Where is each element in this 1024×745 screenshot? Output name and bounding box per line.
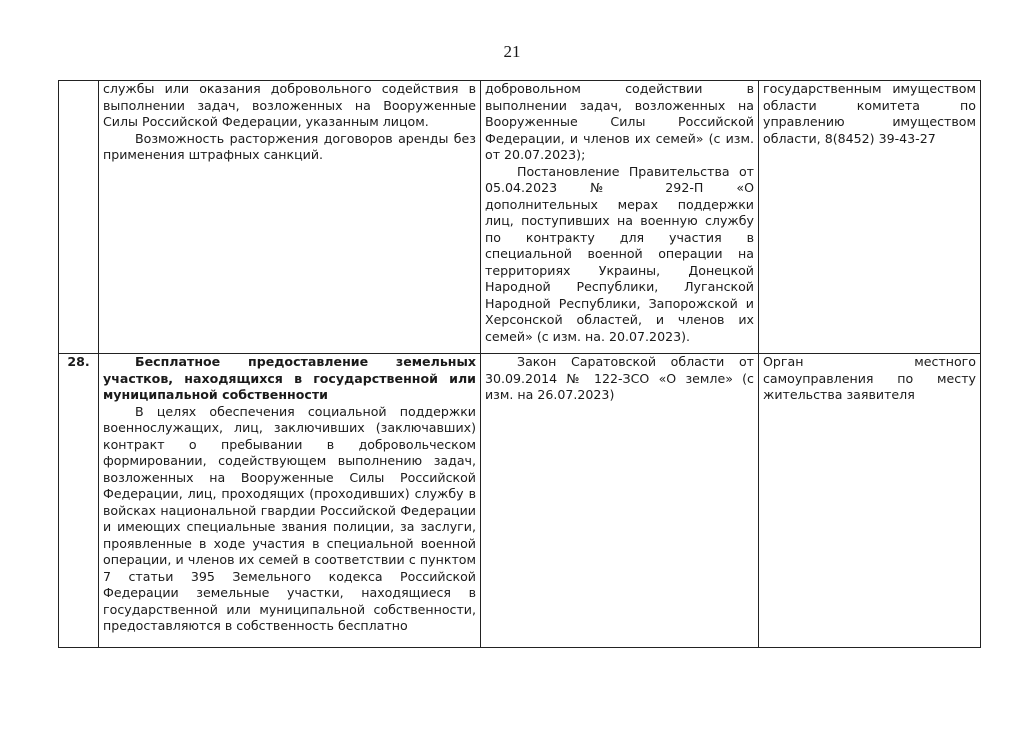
row-number-cell <box>59 81 99 354</box>
legal-basis-paragraph: Закон Саратовской области от 30.09.2014 № 122-ЗСО «О земле» (с изм. на 26.07.2023) <box>485 354 754 402</box>
legal-basis-paragraph: Постановление Правительства от 05.04.2023 № 292-П «О дополнительных мерах поддержки лиц, поступивших на военную службу по контракту для участия в специальной военной операции на территориях Украины, Донецкой Народной Республики, Луганской Народной Республики, Запорожской и Херсонской областей, и членов их семей» (с изм. на. 20.07.2023). <box>485 163 754 344</box>
contact-text: государственным имуществом области комитета по управлению имуществом области, 8(8452) 39-43-27 <box>763 81 976 146</box>
description-paragraph: службы или оказания добровольного содействия в выполнении задач, возложенных на Вооруженные Силы Российской Федерации, указанным лицом. <box>103 81 476 129</box>
table-row <box>59 81 981 354</box>
description-cell <box>99 354 481 648</box>
table-row <box>59 354 981 648</box>
legal-basis-cell <box>481 354 759 648</box>
benefits-table <box>58 80 981 648</box>
contact-cell <box>759 81 981 354</box>
description-paragraph: Возможность расторжения договоров аренды без применения штрафных санкций. <box>103 130 476 162</box>
legal-basis-paragraph: добровольном содействии в выполнении задач, возложенных на Вооруженные Силы Российской Федерации, и членов их семей» (с изм. от 20.07.2023); <box>485 81 754 162</box>
contact-cell <box>759 354 981 648</box>
description-paragraph: В целях обеспечения социальной поддержки военнослужащих, лиц, заключивших (заключавших) контракт о пребывании в добровольческом формировании, содействующем выполнению задач, возложенных на Вооруженные Силы Российской Федерации, лиц, проходящих (проходивших) службу в войсках национальной гвардии Российской Федерации и имеющих специальные звания полиции, за заслуги, проявленные в ходе участия в специальной военной операции, и членов их семей в соответствии с пунктом 7 статьи 395 Земельного кодекса Российской Федерации земельные участки, находящиеся в государственной или муниципальной собственности, предоставляются в собственность бесплатно <box>103 403 476 633</box>
row-number-cell: 28. <box>59 354 99 648</box>
legal-basis-cell <box>481 81 759 354</box>
page-number: 21 <box>503 42 521 61</box>
service-title: Бесплатное предоставление земельных участков, находящихся в государственной или муниципальной собственности <box>103 354 476 402</box>
description-cell <box>99 81 481 354</box>
contact-text: Орган местного самоуправления по месту жительства заявителя <box>763 354 976 402</box>
